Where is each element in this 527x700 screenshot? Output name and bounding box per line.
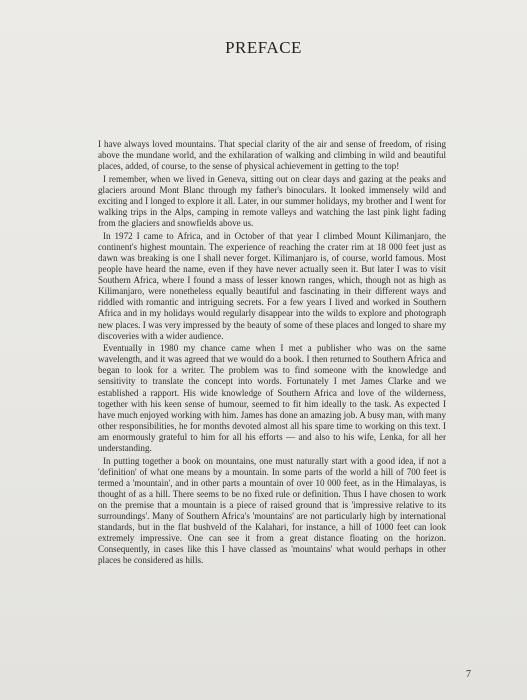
- paragraph-5: In putting together a book on mountains, one must naturally start with a good idea, if not a 'definition' of what one means by a mountain. In some parts of the world a hill of 700 feet is termed a 'mountain', and in other parts a mountain of over 10 000 feet, as in the Himalayas, is thought of as a hill. There seems to be no fixed rule or definition. Thus I have chosen to work on the premise that a mountain is a piece of raised ground that is 'impressive relative to its surroundings'. Many of Southern Africa's 'mountains' are not particularly high by international standards, but in the flat bushveld of the Kalahari, for instance, a hill of 1000 feet can look extremely impressive. One can see it from a great distance floating on the horizon. Consequently, in cases like this I have classed as 'mountains' what would perhaps in other places be considered as hills.: [98, 455, 446, 566]
- paragraph-2: I remember, when we lived in Geneva, sitting out on clear days and gazing at the peaks and glaciers around Mont Blanc through my father's binoculars. It looked immensely wild and exciting and I longed to explore it all. Later, in our summer holidays, my brother and I went for walking trips in the Alps, camping in remote valleys and watching the last pink light fading from the glaciers and snowfields above us.: [98, 173, 446, 229]
- page-number: 7: [466, 669, 471, 680]
- paragraph-4: Eventually in 1980 my chance came when I met a publisher who was on the same wavelength, and it was agreed that we would do a book. I then returned to Southern Africa and began to look for a writer. The problem was to find someone with the knowledge and sensitivity to translate the concept into words. Fortunately I met James Clarke and we established a rapport. His wide knowledge of Southern Africa and love of the wilderness, together with his keen sense of humour, seemed to fit him ideally to the task. As expected I have much enjoyed working with him. James has done an amazing job. A busy man, with many other responsibilities, he for months devoted almost all his spare time to working on this text. I am enormously grateful to him for all his efforts — and also to his wife, Lenka, for all her understanding.: [98, 343, 446, 454]
- paragraph-3: In 1972 I came to Africa, and in October of that year I climbed Mount Kilimanjaro, the continent's highest mountain. The experience of reaching the crater rim at 18 000 feet just as dawn was breaking is one I shall never forget. Kilimanjaro is, of course, world famous. Most people have heard the name, even if they have never actually seen it. But later I was to visit Southern Africa, where I found a mass of lesser known ranges, which, though not as high as Kilimanjaro, were nonetheless equally beautiful and fascinating in their different ways and riddled with romantic and intriguing secrets. For a few years I lived and worked in Southern Africa and in my holidays would regularly disappear into the wilds to explore and photograph new places. I was very impressed by the beauty of some of these places and longed to share my discoveries with a wider audience.: [98, 230, 446, 341]
- preface-body: [98, 139, 446, 568]
- paragraph-1: I have always loved mountains. That special clarity of the air and sense of freedom, of rising above the mundane world, and the exhilaration of walking and climbing in wild and beautiful places, added, of course, to the sense of physical achievement in getting to the top!: [98, 139, 446, 172]
- page-title: PREFACE: [225, 38, 302, 57]
